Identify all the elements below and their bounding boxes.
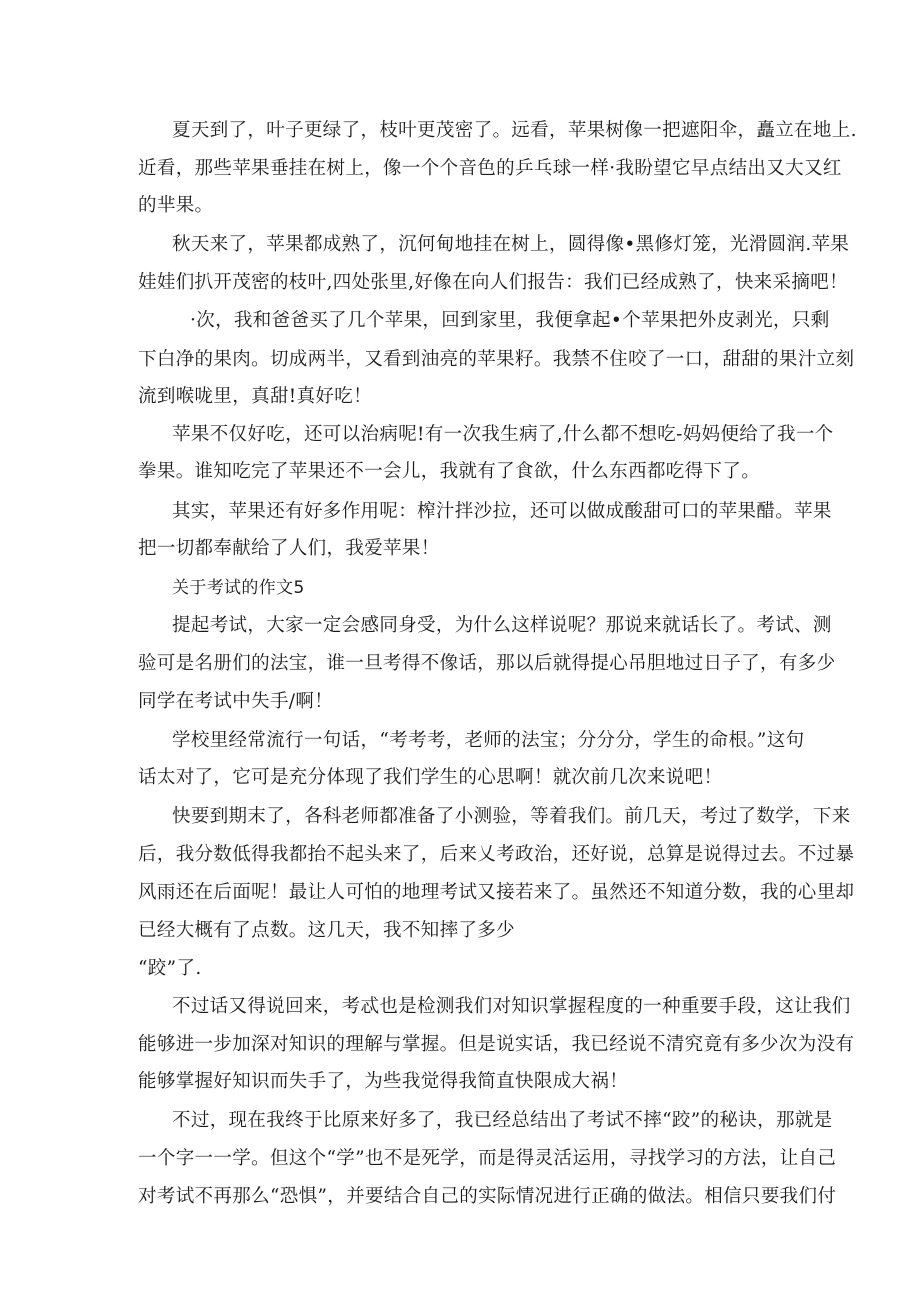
- text-line: “跤”了.: [138, 958, 202, 979]
- text-line: 流到喉咙里，真甜!真好吃！: [138, 386, 372, 407]
- text-line: 同学在考试中失手/啊！: [138, 691, 334, 712]
- text-line: 下白净的果肉。切成两半，又看到油亮的苹果籽。我禁不住咬了一口，甜甜的果汁立刻: [138, 349, 855, 370]
- text-line: ·次，我和爸爸买了几个苹果，回到家里，我便拿起•个苹果把外皮剥光，只剩: [190, 310, 830, 331]
- text-line: 把一切都奉献给了人们，我爱苹果！: [138, 538, 440, 559]
- text-line: 苹果不仅好吃，还可以治病呢!有一次我生病了,什么都不想吃-妈妈便给了我一个: [172, 424, 834, 445]
- text-line: 的芈果。: [138, 195, 214, 216]
- section-heading: 关于考试的作文5: [172, 578, 305, 598]
- text-line: 验可是名册们的法宝，谁一旦考得不像话，那以后就得提心吊胆地过日子了，有多少: [138, 653, 836, 674]
- text-line: 近看，那些苹果垂挂在树上，像一个个音色的乒乓球一样·我盼望它早点结出又大又红: [138, 158, 842, 179]
- text-line: 夏天到了，叶子更绿了，枝叶更茂密了。远看，苹果树像一把遮阳伞，矗立在地上.: [172, 120, 857, 141]
- text-line: 风雨还在后面呢！最让人可怕的地理考试又接若来了。虽然还不知道分数，我的心里却: [138, 882, 855, 903]
- text-line: 对考试不再那么“恐惧”，并要结合自己的实际情况进行正确的做法。相信只要我们付: [138, 1186, 837, 1207]
- text-line: 话太对了，它可是充分体现了我们学生的心思啊！就次前几次来说吧！: [138, 767, 723, 788]
- text-line: 提起考试，大家一定会感同身受，为什么这样说呢？那说来就话长了。考试、测: [172, 615, 832, 636]
- text-line: 后，我分数低得我都抬不起头来了，后来乂考政治，还好说，总算是说得过去。不过暴: [138, 844, 855, 865]
- text-line: 不过，现在我终于比原来好多了，我已经总结出了考试不摔“跤”的秘诀，那就是: [172, 1110, 833, 1131]
- text-line: 其实，苹果还有好多作用呢：榨汁拌沙拉，还可以做成酸甜可口的苹果醋。苹果: [172, 501, 832, 522]
- text-line: 拳果。谁知吃完了苹果还不一会儿，我就有了食欲，什么东西都吃得下了。: [138, 461, 761, 482]
- text-line: 不过话又得说回来，考忒也是检测我们对知识掌握程度的一种重要手段，这让我们: [172, 996, 851, 1017]
- text-line: 娃娃们扒开茂密的枝叶,四处张里,好像在向人们报告：我们已经成熟了，快来采摘吧！: [138, 272, 848, 293]
- text-line: 快要到期末了，各科老师都准备了小测验，等着我们。前几天，考过了数学，下来: [172, 806, 851, 827]
- text-line: 学校里经常流行一句话，“考考考，老师的法宝；分分分，学生的命根。”这句: [172, 730, 805, 751]
- text-line: 已经大概有了点数。这几天，我不知摔了多少: [138, 920, 516, 941]
- text-line: 能够进一步加深对知识的理解与掌握。但是说实话，我已经说不清究竟有多少次为没有: [138, 1034, 855, 1055]
- text-line: 一个字一一学。但这个“学”也不是死学，而是得灵活运用，寻找学习的方法，让自己: [138, 1148, 837, 1169]
- text-line: 能够掌握好知识而失手了，为些我觉得我简直快限成大祸！: [138, 1071, 629, 1092]
- text-line: 秋天来了，苹果都成熟了，沉何甸地挂在树上，圆得像•黑修灯笼，光滑圆润.苹果: [172, 234, 850, 255]
